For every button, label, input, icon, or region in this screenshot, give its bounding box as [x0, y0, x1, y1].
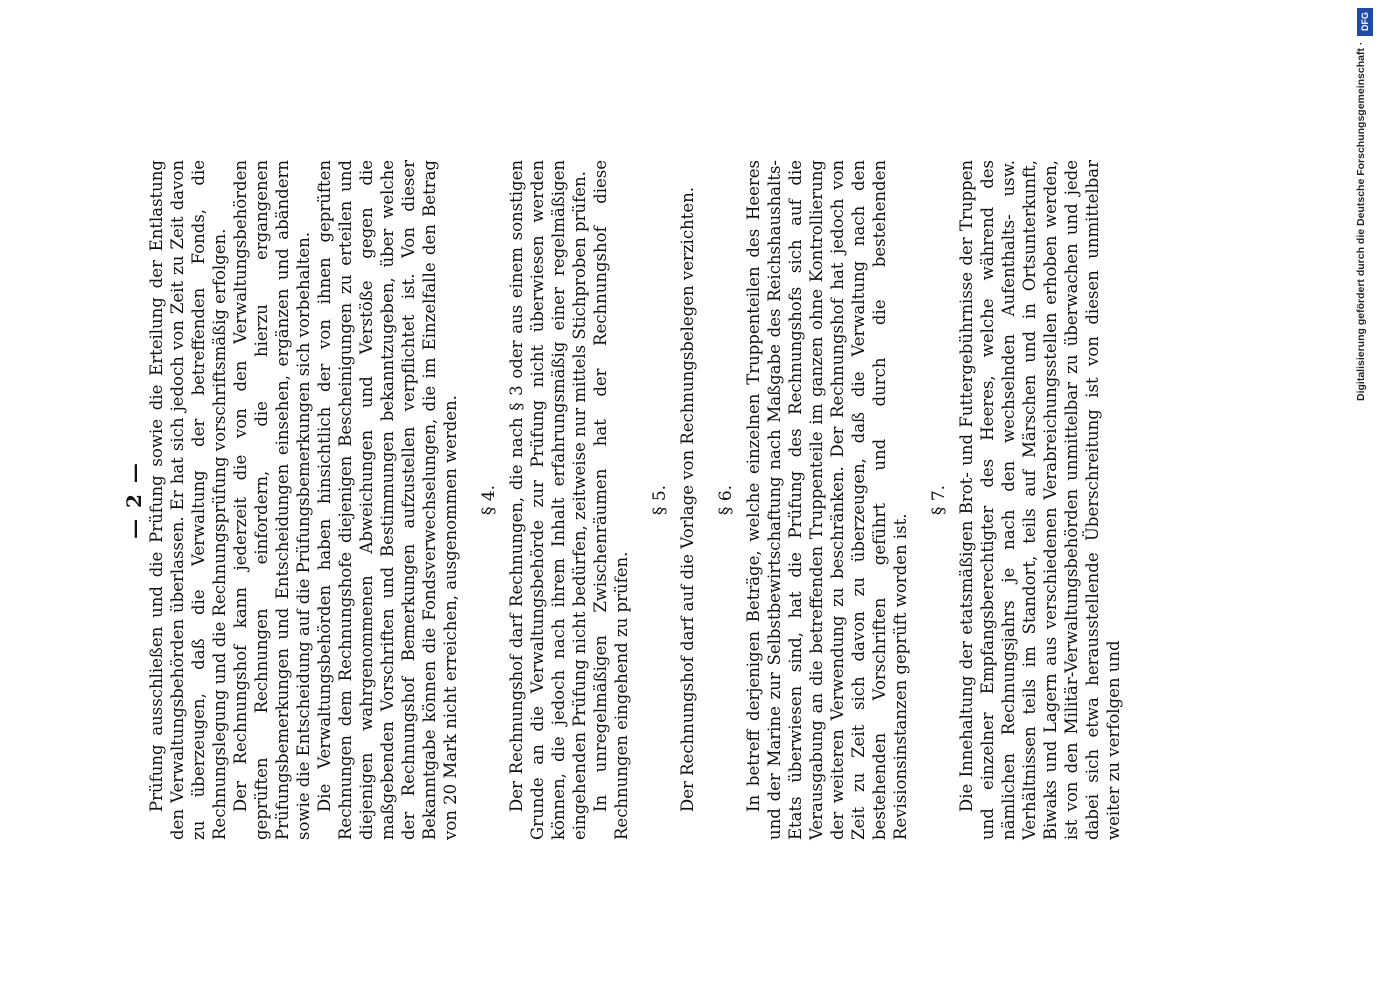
page-number: — 2 — — [122, 461, 146, 539]
section-title: § 4. — [479, 484, 499, 516]
paragraph: Die Verwaltungsbehörden haben hinsichtlich der von ihnen geprüften Rechnungen dem Rechnungshofe diejenigen Bescheinigungen zu erteilen und diejenigen wahrgenommenen Abweichungen und Verstöße gegen die maßgebenden Vorschriften und Bestimmungen bekanntzugeben, über welche der Rechnungshof Bemerkungen aufzustellen verpflichtet ist. Von dieser Bekanntgabe können die Fondsverwechselungen, die im Einzelfalle den Betrag von 20 Mark nicht erreichen, ausgenommen werden. — [315, 160, 460, 840]
paragraph: In betreff derjenigen Beträge, welche einzelnen Truppenteilen des Heeres und der Marine zur Selbstbewirtschaftung nach Maßgabe des Reichshaushalts-Etats überwiesen sind, hat die Prüfung des Rechnungshofs sich auf die Verausgabung an die betreffenden Truppenteile im ganzen ohne Kontrollierung der weiteren Verwendung zu beschränken. Der Rechnungshof hat jedoch von Zeit zu Zeit sich davon zu überzeugen, daß die Verwaltung nach den bestehenden Vorschriften geführt und durch die bestehenden Revisionsinstanzen geprüft worden ist. — [744, 160, 910, 840]
paragraph: Der Rechnungshof kann jederzeit die von den Verwaltungsbehörden geprüften Rechnungen einfordern, die hierzu ergangenen Prüfungsbemerkungen und Entscheidungen einsehen, ergänzen und abändern sowie die Entscheidung auf die Prüfungsbemerkungen sich vorbehalten. — [231, 160, 313, 840]
paragraph: Die Innehaltung der etatsmäßigen Brot- und Futtergebührnisse der Truppen und einzelner Empfangsberechtigter des Heeres, welche während des nämlichen Rechnungsjahrs je nach den wechselnden Aufenthalts- usw. Verhältnissen teils im Standort, teils auf Märschen und in Ortsunterkunft, Biwaks und Lagern aus verschiedenen Verabreichungsstellen erhoben werden, ist von den Militär-Verwaltungsbehörden unmittelbar zu überwachen und jede dabei sich etwa herausstellende Überschreitung ist von diesen unmittelbar weiter zu verfolgen und — [957, 160, 1123, 840]
paragraph: In unregelmäßigen Zwischenräumen hat der Rechnungshof diese Rechnungen eingehend zu prüfen. — [591, 160, 631, 840]
paragraph: Der Rechnungshof darf Rechnungen, die nach § 3 oder aus einem sonstigen Grunde an die Verwaltungsbehörde zur Prüfung nicht überwiesen werden können, die jedoch nach ihrem Inhalt erfahrungsmäßig einer regelmäßigen eingehenden Prüfung nicht bedürfen, zeitweise nur mittels Stichproben prüfen. — [507, 160, 589, 840]
dfg-logo: DFG — [1357, 8, 1373, 36]
section-title: § 5. — [650, 484, 670, 516]
paragraph: Der Rechnungshof darf auf die Vorlage von Rechnungsbelegen verzichten. — [678, 187, 697, 812]
section-5 — [650, 160, 698, 840]
section-title: § 6. — [716, 484, 736, 516]
section-4 — [479, 160, 632, 840]
section-title: § 7. — [929, 484, 949, 516]
section-7 — [929, 160, 1124, 840]
attribution-text: Digitalisierung gefördert durch die Deutsche Forschungsgemeinschaft · — [1355, 42, 1367, 402]
rotated-page — [122, 160, 1236, 840]
attribution-strip — [1355, 8, 1377, 988]
section-6 — [716, 160, 911, 840]
document-body — [122, 160, 1236, 840]
paragraph: Prüfung ausschließen und die Prüfung sowie die Erteilung der Entlastung den Verwaltungsbehörden überlassen. Er hat sich jedoch von Zeit zu Zeit davon zu überzeugen, daß die Verwaltung der betreffenden Fonds, die Rechnungslegung und die Rechnungsprüfung vorschriftsmäßig erfolgen. — [147, 160, 229, 840]
